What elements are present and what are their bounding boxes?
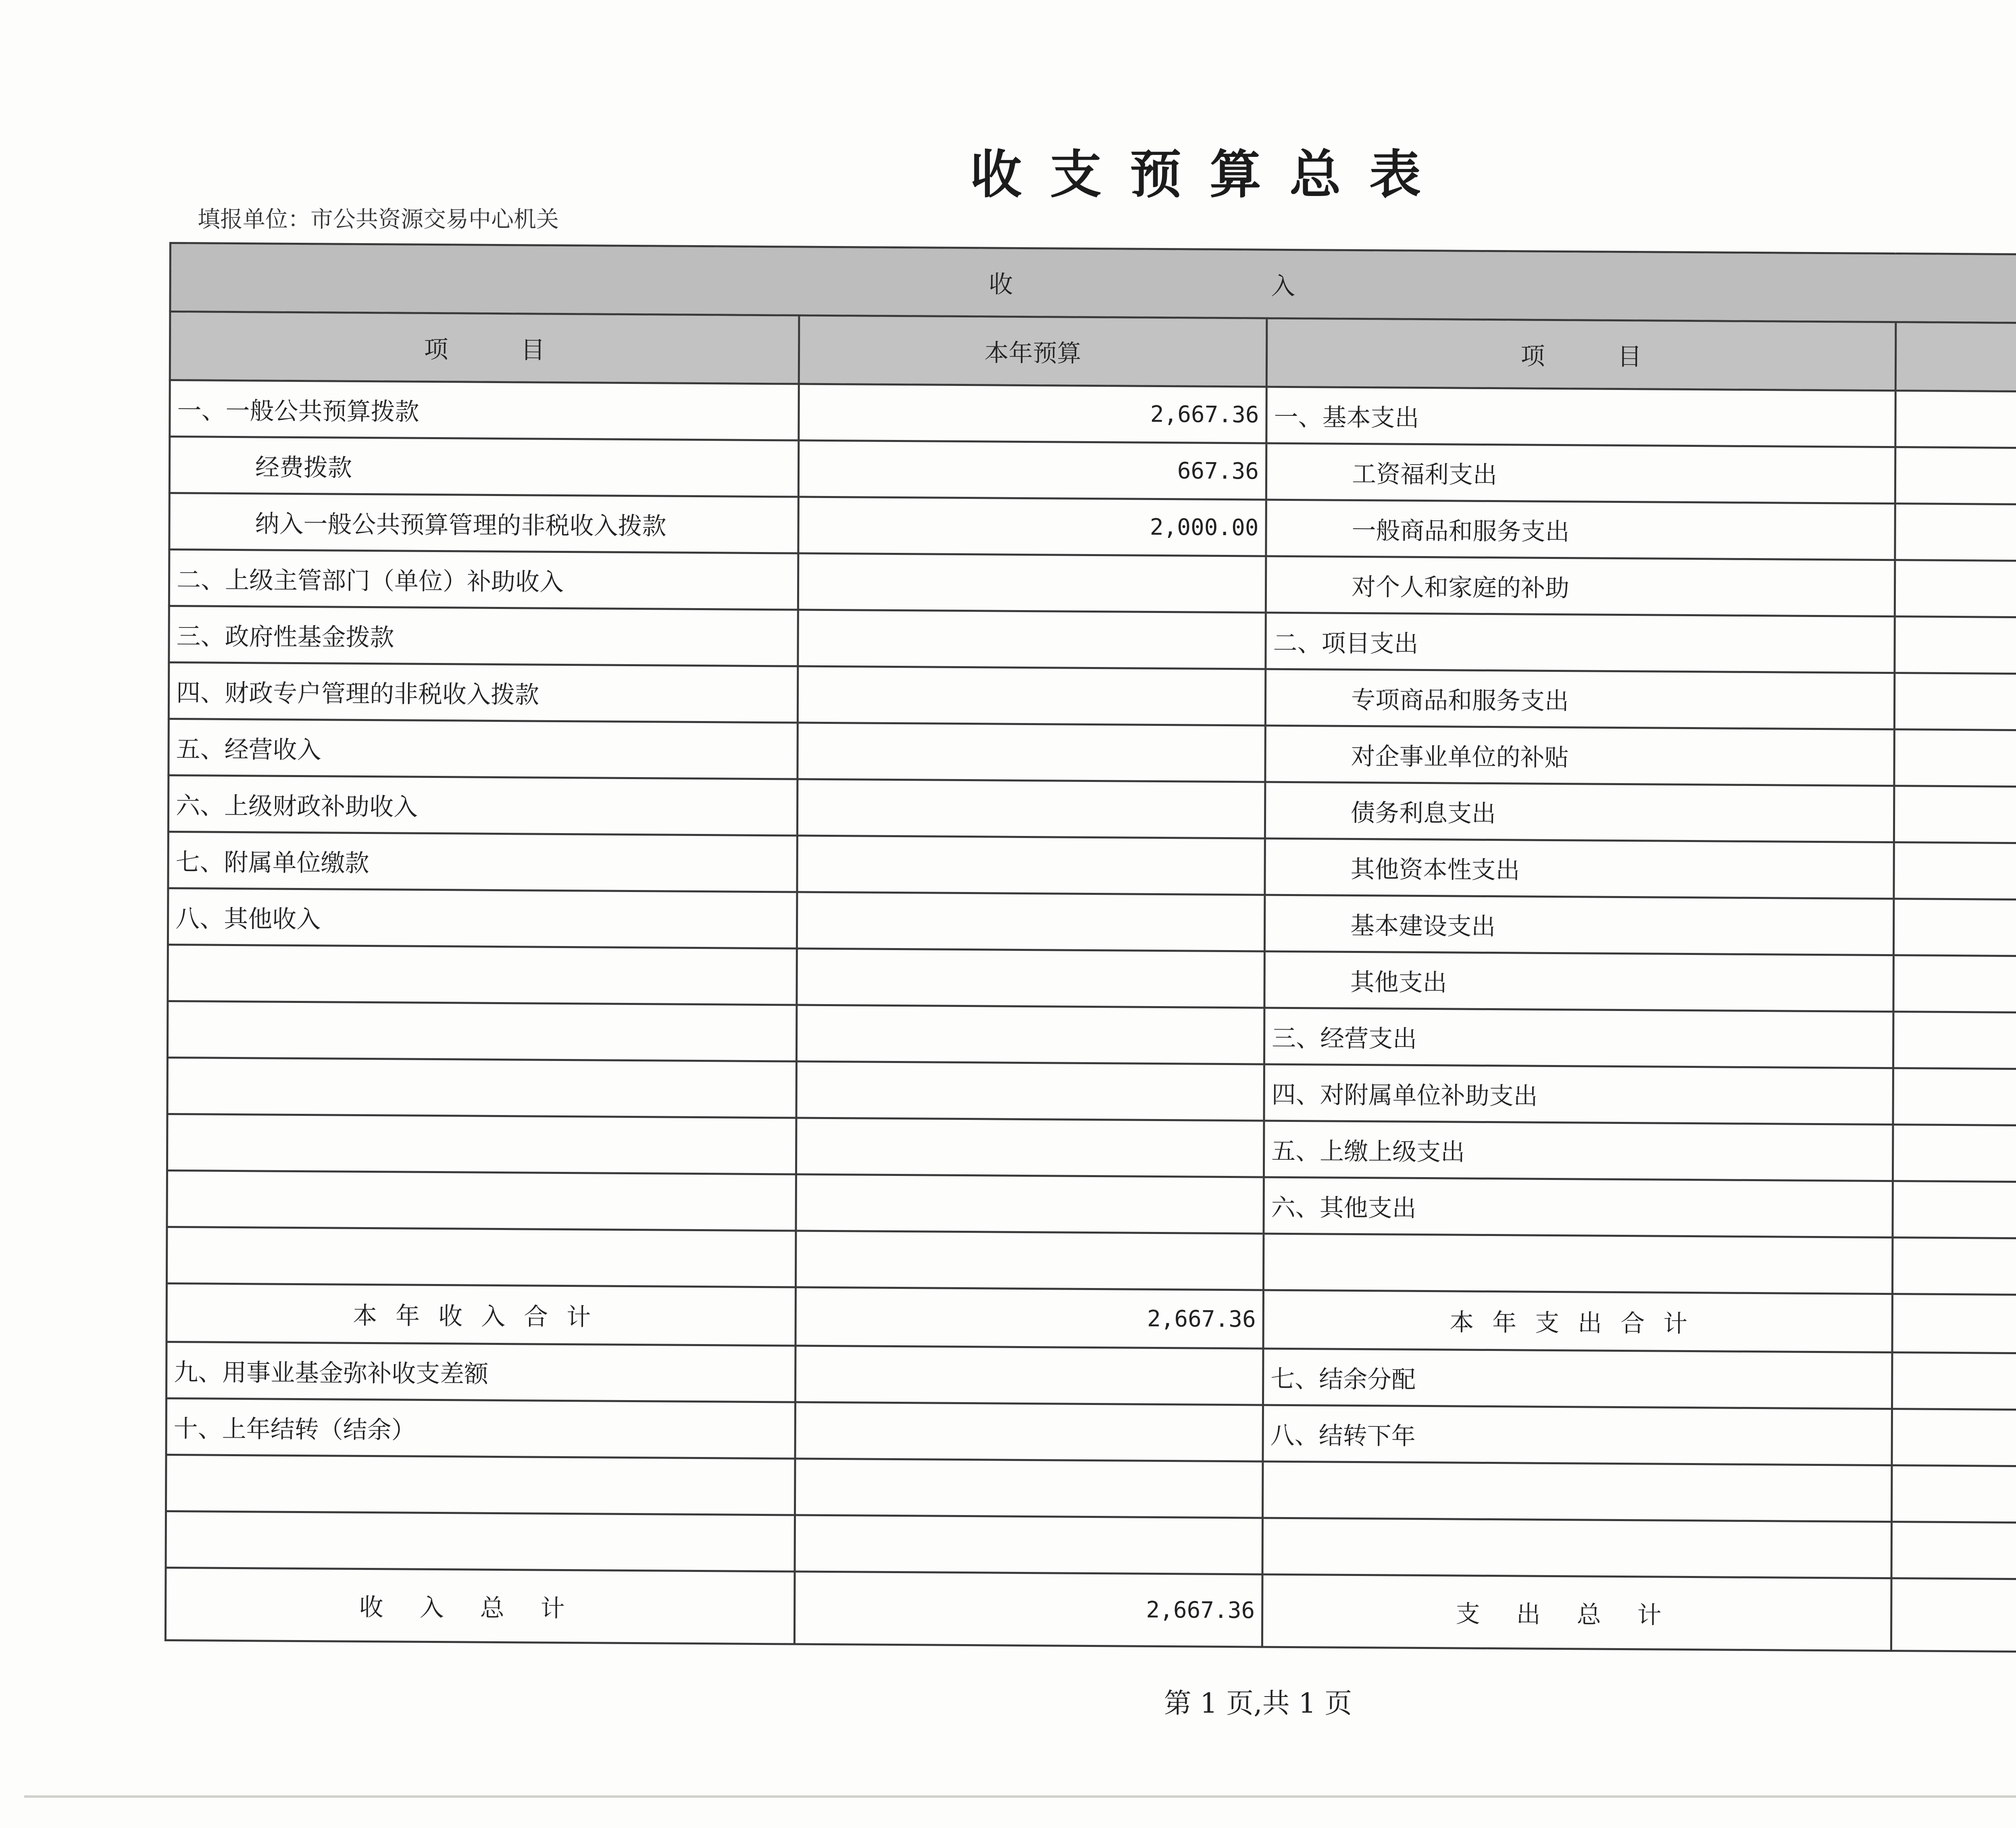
expense-item-label: 工资福利支出 xyxy=(1266,443,1895,504)
expense-budget-amount xyxy=(1893,955,2016,1015)
year-expense-total-label: 本年支出合计 xyxy=(1263,1290,1893,1353)
expense-item-label: 其他支出 xyxy=(1264,951,1893,1012)
income-budget-amount xyxy=(796,1174,1264,1234)
header-band-left: 收 xyxy=(989,270,1271,300)
income-item-label: 十、上年结转（结余） xyxy=(166,1398,795,1459)
expense-budget-amount xyxy=(1893,1181,2016,1240)
expense-item-label: 七、结余分配 xyxy=(1263,1349,1892,1409)
budget-table xyxy=(165,242,2016,1655)
income-budget-amount xyxy=(798,553,1266,613)
income-budget-amount xyxy=(796,1061,1264,1121)
column-header-row xyxy=(170,312,2016,394)
header-band-row xyxy=(170,243,2016,325)
income-item-label: 三、政府性基金拨款 xyxy=(169,606,798,666)
income-item-label xyxy=(167,1114,796,1174)
header-income-item: 项 目 xyxy=(170,312,799,384)
expense-budget-amount xyxy=(1892,1409,2016,1468)
grand-income-total-amount: 2,667.36 xyxy=(794,1572,1262,1647)
expense-item-label: 基本建设支出 xyxy=(1264,895,1893,955)
expense-item-label xyxy=(1262,1518,1891,1578)
expense-budget-amount xyxy=(1895,504,2016,563)
income-item-label: 七、附属单位缴款 xyxy=(168,832,797,892)
expense-budget-amount xyxy=(1892,1465,2016,1525)
budget-sheet xyxy=(165,242,2016,1675)
expense-item-label: 一般商品和服务支出 xyxy=(1266,500,1895,560)
expense-budget-amount xyxy=(1893,1125,2016,1184)
expense-item-label: 八、结转下年 xyxy=(1263,1405,1892,1465)
main-rows xyxy=(167,380,2016,1297)
expense-item-label: 债务利息支出 xyxy=(1265,782,1894,842)
header-band-right: 入 xyxy=(1271,272,1554,302)
income-budget-amount xyxy=(798,666,1265,725)
expense-budget-amount xyxy=(1895,391,2016,450)
expense-budget-amount xyxy=(1895,617,2016,676)
income-budget-amount: 2,000.00 xyxy=(798,497,1266,556)
expense-budget-amount xyxy=(1894,842,2016,902)
grand-income-total-label: 收入总计 xyxy=(165,1567,795,1644)
income-item-label: 四、财政专户管理的非税收入拨款 xyxy=(169,662,798,723)
expense-budget-amount xyxy=(1893,1068,2016,1128)
expense-budget-amount xyxy=(1895,447,2016,507)
expense-budget-amount xyxy=(1894,786,2016,845)
income-item-label: 六、上级财政补助收入 xyxy=(168,775,797,836)
income-item-label: 经费拨款 xyxy=(169,437,798,497)
income-item-label xyxy=(167,1057,796,1118)
expense-item-label: 三、经营支出 xyxy=(1264,1008,1893,1068)
grand-expense-total-label: 支出总计 xyxy=(1262,1574,1891,1651)
income-item-label: 八、其他收入 xyxy=(168,888,797,948)
income-item-label: 二、上级主管部门（单位）补助收入 xyxy=(169,549,798,610)
page-title: 收支预算总表 xyxy=(970,144,1449,205)
expense-budget-amount xyxy=(1892,1238,2016,1297)
income-item-label xyxy=(167,1227,796,1287)
expense-item-label: 专项商品和服务支出 xyxy=(1265,669,1894,730)
reporting-unit: 填报单位：市公共资源交易中心机关 xyxy=(198,206,559,233)
scan-bottom-line xyxy=(24,1795,2016,1798)
income-budget-amount: 2,667.36 xyxy=(799,384,1266,443)
expense-item-label: 六、其他支出 xyxy=(1264,1177,1893,1238)
income-budget-amount: 667.36 xyxy=(798,440,1266,500)
expense-budget-amount xyxy=(1893,899,2016,958)
expense-item-label: 对企事业单位的补贴 xyxy=(1265,725,1894,786)
year-income-total-amount: 2,667.36 xyxy=(796,1287,1264,1349)
header-expense-item: 项 目 xyxy=(1266,318,1896,391)
income-budget-amount xyxy=(798,610,1266,669)
year-income-total-label: 本年收入合计 xyxy=(167,1283,796,1346)
header-band xyxy=(170,243,2016,325)
income-item-label: 纳入一般公共预算管理的非税收入拨款 xyxy=(169,493,798,554)
income-budget-amount xyxy=(795,1515,1262,1574)
income-budget-amount xyxy=(797,836,1265,895)
header-expense-budget xyxy=(1895,322,2016,394)
post-rows xyxy=(166,1342,2016,1581)
expense-item-label xyxy=(1263,1234,1892,1294)
income-budget-amount xyxy=(796,1118,1264,1177)
grand-expense-total-amount xyxy=(1891,1578,2016,1654)
income-item-label: 九、用事业基金弥补收支差额 xyxy=(166,1342,795,1402)
expense-item-label xyxy=(1263,1461,1892,1522)
expense-budget-amount xyxy=(1895,560,2016,619)
income-item-label xyxy=(167,1170,796,1231)
income-budget-amount xyxy=(797,948,1264,1008)
header-income-budget: 本年预算 xyxy=(799,315,1267,387)
income-item-label xyxy=(167,1001,796,1061)
expense-item-label: 一、基本支出 xyxy=(1266,387,1895,447)
expense-budget-amount xyxy=(1893,1012,2016,1071)
expense-item-label: 对个人和家庭的补助 xyxy=(1266,556,1895,617)
grand-total-row xyxy=(165,1567,2016,1653)
income-budget-amount xyxy=(798,723,1265,782)
income-budget-amount xyxy=(797,892,1264,951)
expense-budget-amount xyxy=(1894,673,2016,732)
income-item-label: 一、一般公共预算拨款 xyxy=(170,380,799,441)
income-budget-amount xyxy=(797,779,1265,838)
year-expense-total-amount xyxy=(1892,1294,2016,1355)
income-budget-amount xyxy=(795,1459,1263,1518)
income-item-label xyxy=(168,944,797,1005)
expense-budget-amount xyxy=(1894,730,2016,789)
income-item-label xyxy=(166,1511,795,1572)
expense-item-label: 五、上缴上级支出 xyxy=(1264,1121,1893,1181)
expense-item-label: 四、对附属单位补助支出 xyxy=(1264,1064,1893,1125)
income-budget-amount xyxy=(795,1346,1263,1405)
expense-budget-amount xyxy=(1892,1353,2016,1412)
income-item-label xyxy=(166,1455,795,1515)
expense-item-label: 二、项目支出 xyxy=(1266,613,1895,673)
income-budget-amount xyxy=(796,1005,1264,1064)
expense-budget-amount xyxy=(1891,1522,2016,1581)
income-budget-amount xyxy=(795,1402,1263,1461)
page-number: 第 1 页,共 1 页 xyxy=(1164,1688,1352,1720)
income-item-label: 五、经营收入 xyxy=(169,719,798,779)
expense-item-label: 其他资本性支出 xyxy=(1265,838,1894,899)
income-budget-amount xyxy=(796,1231,1263,1290)
